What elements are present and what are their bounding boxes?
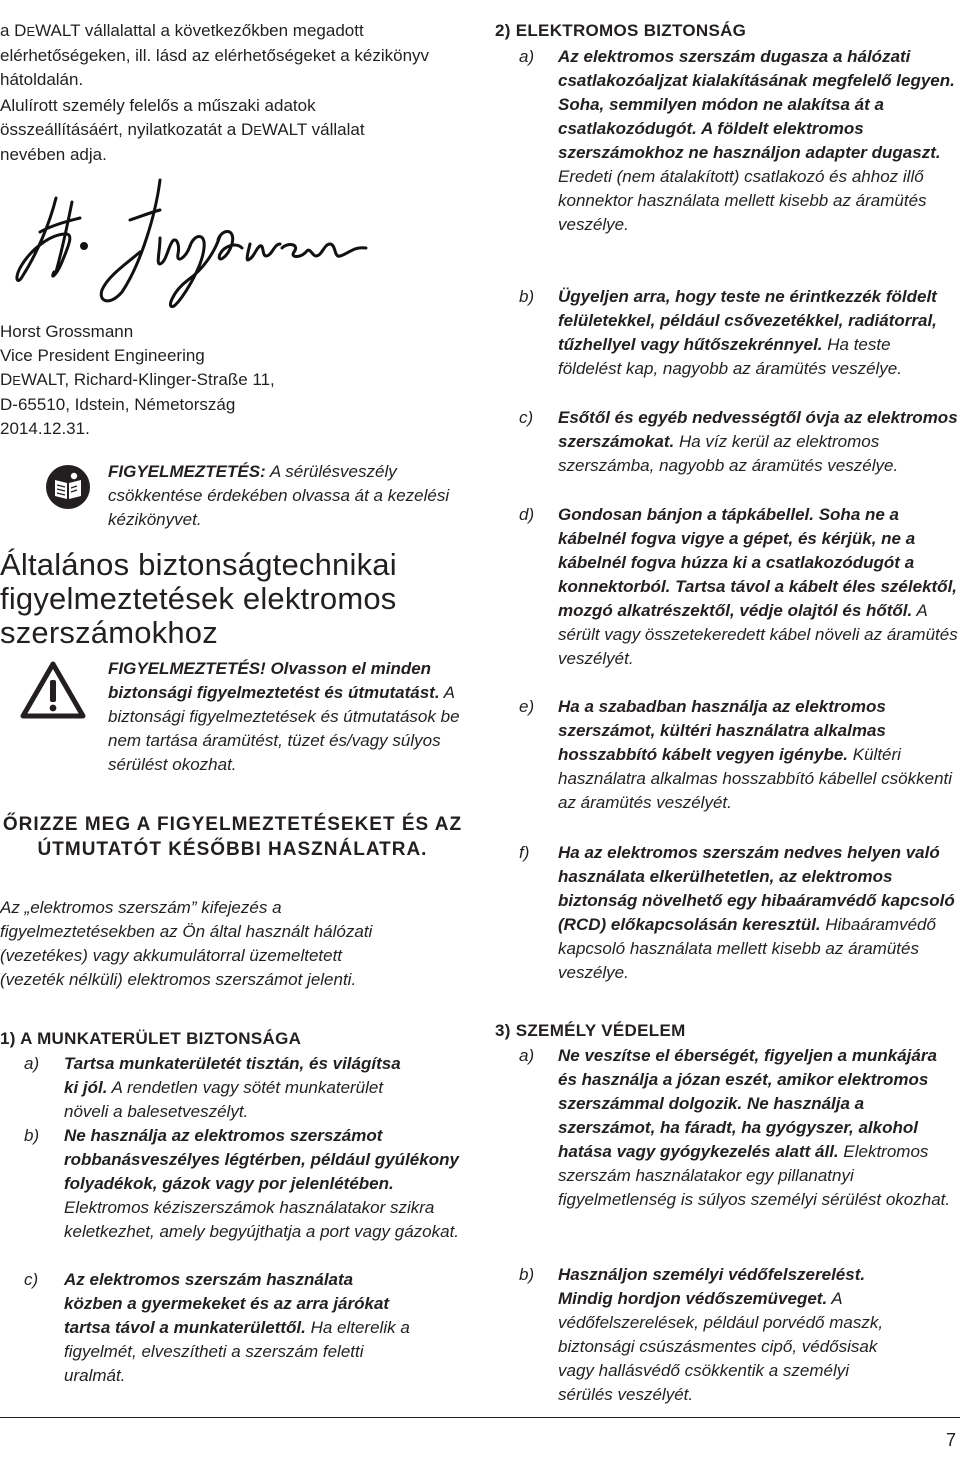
intro-contact: a DEWALT vállalattal a következőkben megadott elérhetőségeken, ill. lásd az elérhetőségeket a kézikönyv hátoldalán. bbox=[0, 21, 430, 89]
main-heading: Általános biztonságtechnikai figyelmeztetések elektromos szerszámokhoz bbox=[0, 547, 397, 650]
keep-instructions-notice: ŐRIZZE MEG A FIGYELMEZTETÉSEKET ÉS AZ ÚTMUTATÓT KÉSŐBBI HASZNÁLATRA. bbox=[2, 814, 463, 860]
section3-title: 3) SZEMÉLY VÉDELEM bbox=[495, 1021, 686, 1040]
footer-divider bbox=[0, 1417, 960, 1418]
page-number: 7 bbox=[945, 1430, 956, 1450]
signer-company: DEWALT, Richard-Klinger-Straße 11, bbox=[0, 370, 275, 389]
signer-title: Vice President Engineering bbox=[0, 346, 205, 365]
section1-title: 1) A MUNKATERÜLET BIZTONSÁGA bbox=[0, 1029, 302, 1048]
read-manual-icon bbox=[45, 464, 91, 510]
intro-responsible: Alulírott személy felelős a műszaki adatok összeállításáért, nyilatkozatát a DEWALT vállalat nevében adja. bbox=[0, 96, 365, 164]
warning-triangle-icon bbox=[20, 661, 86, 719]
signature-image bbox=[10, 172, 380, 312]
definition-text: Az „elektromos szerszám” kifejezés a figyelmeztetésekben az Ön által használt hálózati (vezetékes) vagy akkumulátorral üzemeltetett (vezeték nélküli) elektromos szerszámot jelenti. bbox=[0, 898, 373, 989]
signer-block bbox=[0, 320, 465, 441]
manual-warning: FIGYELMEZTETÉS: A sérülésveszély csökkentése érdekében olvassa át a kezelési kézikönyvet. bbox=[108, 462, 450, 529]
signer-name: Horst Grossmann bbox=[0, 322, 134, 341]
signer-date: 2014.12.31. bbox=[0, 419, 90, 438]
signer-address: D-65510, Idstein, Németország bbox=[0, 395, 236, 414]
section2-title: 2) ELEKTROMOS BIZTONSÁG bbox=[495, 21, 747, 40]
general-warning: FIGYELMEZTETÉS! Olvasson el minden biztonsági figyelmeztetést és útmutatást. A biztonsági figyelmeztetések és útmutatások be nem tartása áramütést, tüzet és/vagy súlyos sérülést okozhat. bbox=[108, 659, 460, 774]
